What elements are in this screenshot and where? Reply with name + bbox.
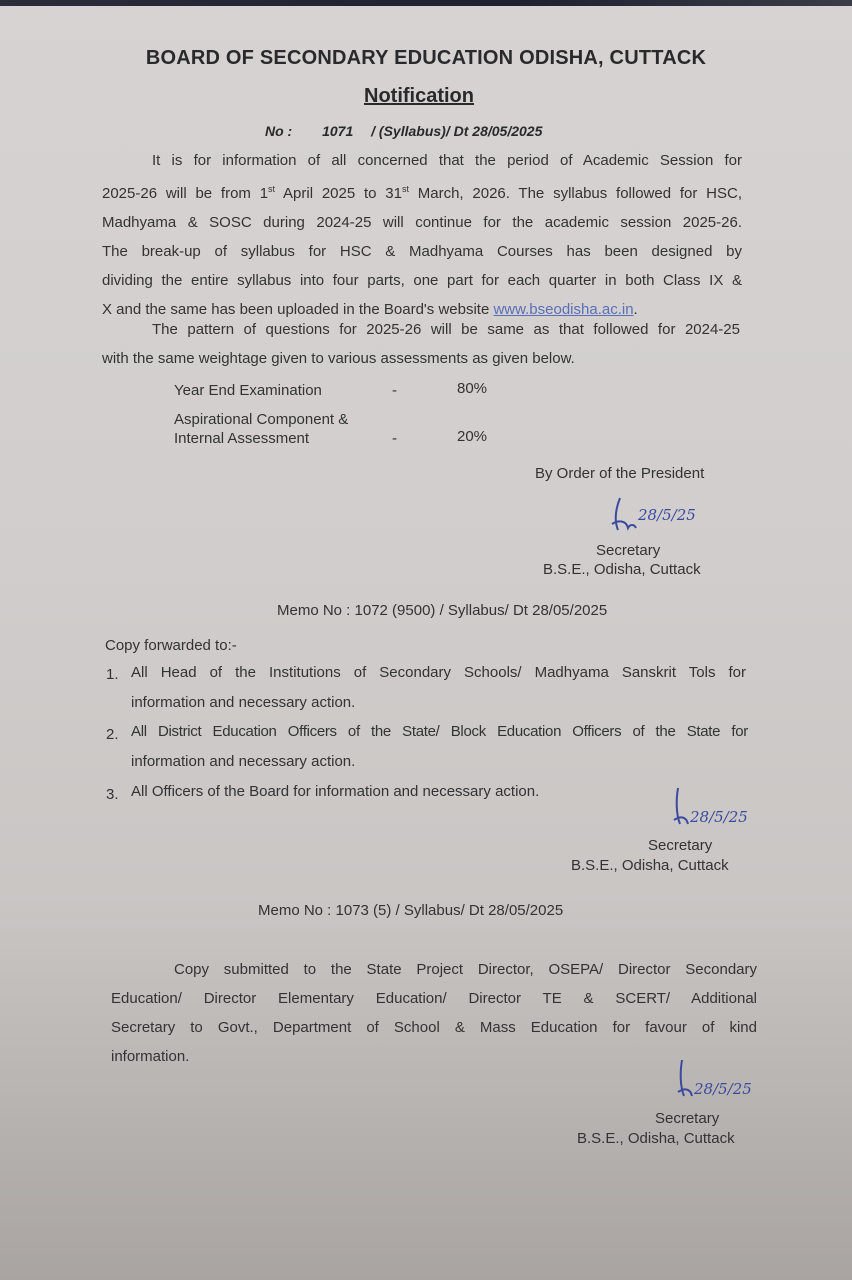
weightage-label-internal: Internal Assessment	[174, 430, 310, 447]
secretary-designation: Secretary	[655, 1110, 720, 1127]
secretary-designation: Secretary	[596, 542, 661, 559]
number-ref: / (Syllabus)/ Dt 28/05/2025	[371, 123, 543, 139]
text: 2025-26 will be from 1	[102, 185, 269, 202]
list-item-text-cont: information and necessary action.	[131, 753, 356, 770]
list-item-text: All Head of the Institutions of Secondary Schools/ Madhyama Sanskrit Tols for	[131, 664, 746, 681]
notification-document	[0, 6, 852, 1280]
memo-number-1073: Memo No : 1073 (5) / Syllabus/ Dt 28/05/2025	[258, 902, 564, 919]
memo2-line: Secretary to Govt., Department of School & Mass Education for favour of kind	[111, 1019, 757, 1036]
weightage-dash: -	[392, 382, 397, 399]
weightage-label-year-end: Year End Examination	[174, 382, 322, 399]
list-item-number: 3.	[106, 786, 119, 803]
office-name: B.S.E., Odisha, Cuttack	[577, 1130, 735, 1147]
list-item-number: 2.	[106, 726, 119, 743]
ordinal-suffix: st	[268, 184, 276, 194]
list-item-text: All District Education Officers of the State/ Block Education Officers of the State for	[131, 723, 748, 740]
para1-line	[102, 175, 742, 208]
para1-line: It is for information of all concerned that the period of Academic Session for	[152, 152, 742, 169]
ordinal-suffix: st	[401, 184, 409, 194]
paragraph-copy-submitted	[111, 955, 757, 1071]
signature-date: 28/5/25	[690, 808, 748, 826]
handwritten-signature-3	[670, 1058, 800, 1106]
weightage-label-aspirational: Aspirational Component &	[174, 411, 349, 428]
para1-line: The break-up of syllabus for HSC & Madhyama Courses has been designed by	[102, 243, 742, 260]
weightage-value-aspirational: 20%	[457, 428, 488, 445]
text: .	[633, 301, 638, 318]
list-item-number: 1.	[106, 666, 119, 683]
list-item-text: All Officers of the Board for information and necessary action.	[131, 783, 540, 800]
text: March, 2026. The syllabus followed for HSC,	[408, 185, 742, 202]
paragraph-question-pattern	[102, 315, 740, 373]
number-value: 1071	[322, 123, 354, 139]
memo2-line: Education/ Director Elementary Education/ Director TE & SCERT/ Additional	[111, 990, 757, 1007]
notification-heading: Notification	[364, 85, 474, 107]
board-title: BOARD OF SECONDARY EDUCATION ODISHA, CUTTACK	[145, 47, 707, 69]
by-order-text: By Order of the President	[535, 465, 705, 482]
para1-line: Madhyama & SOSC during 2024-25 will continue for the academic session 2025-26.	[102, 214, 742, 231]
secretary-designation: Secretary	[648, 837, 713, 854]
text: April 2025 to 31	[275, 185, 402, 202]
number-label: No :	[265, 123, 293, 139]
weightage-dash: -	[392, 430, 397, 447]
memo2-line: information.	[111, 1048, 190, 1065]
memo-number-1072: Memo No : 1072 (9500) / Syllabus/ Dt 28/05/2025	[277, 602, 608, 619]
para2-line: The pattern of questions for 2025-26 will be same as that followed for 2024-25	[152, 321, 740, 338]
copy-forwarded-label: Copy forwarded to:-	[105, 637, 237, 654]
signature-date: 28/5/25	[638, 506, 696, 524]
handwritten-signature-2	[668, 786, 798, 834]
office-name: B.S.E., Odisha, Cuttack	[543, 561, 701, 578]
handwritten-signature-1	[598, 494, 728, 538]
list-item-text-cont: information and necessary action.	[131, 694, 356, 711]
text: X and the same has been uploaded in the Board's website	[102, 301, 494, 318]
para2-line: with the same weightage given to various assessments as given below.	[102, 350, 575, 367]
memo2-line: Copy submitted to the State Project Director, OSEPA/ Director Secondary	[174, 961, 757, 978]
para1-line: dividing the entire syllabus into four parts, one part for each quarter in both Class IX &	[102, 272, 742, 289]
notification-number	[265, 123, 542, 139]
paragraph-academic-session	[102, 146, 742, 324]
office-name: B.S.E., Odisha, Cuttack	[571, 857, 729, 874]
weightage-value-year-end: 80%	[457, 380, 488, 397]
signature-date: 28/5/25	[694, 1080, 752, 1098]
board-website-link[interactable]: www.bseodisha.ac.in	[493, 301, 634, 318]
